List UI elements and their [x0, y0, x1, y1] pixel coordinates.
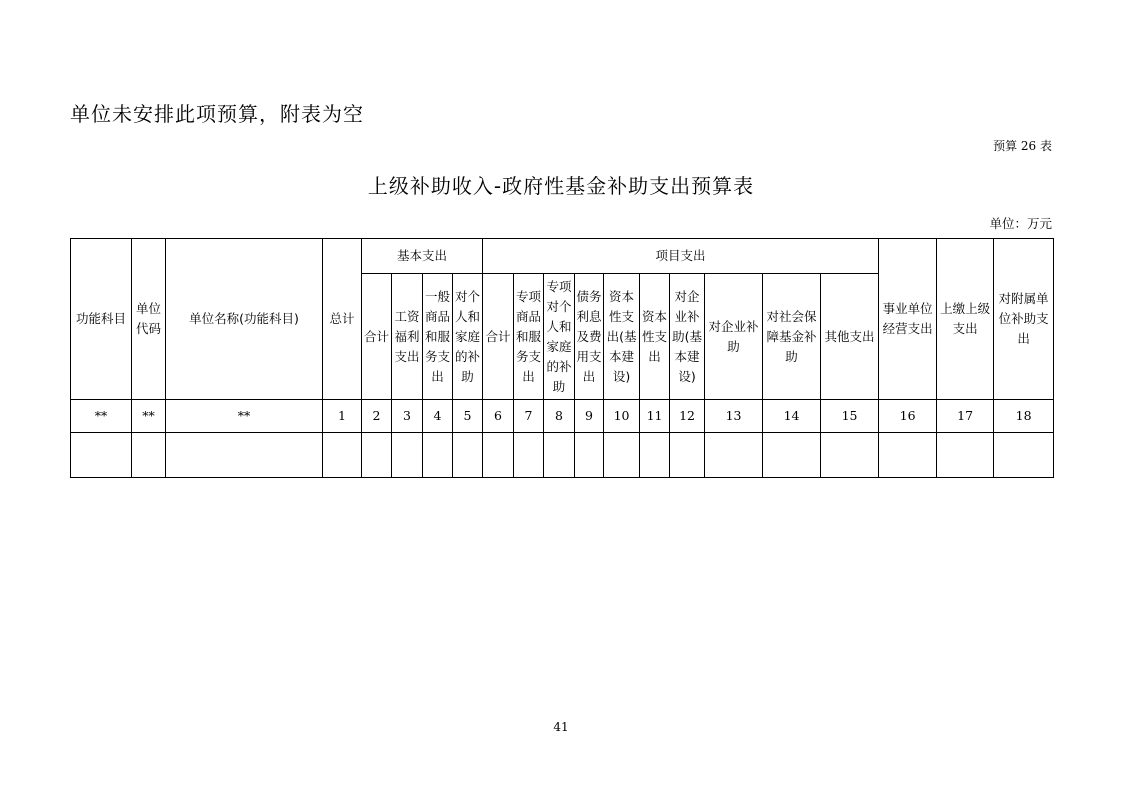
header-project-col: 专项对个人和家庭的补助	[544, 274, 575, 400]
page-title: 上级补助收入-政府性基金补助支出预算表	[367, 174, 755, 198]
index-cell: 10	[604, 400, 640, 433]
header-project-expenditure: 项目支出	[483, 239, 879, 274]
data-cell	[323, 433, 362, 478]
header-project-col: 合计	[483, 274, 514, 400]
index-cell: 12	[670, 400, 705, 433]
index-cell: 4	[423, 400, 453, 433]
index-cell: 2	[362, 400, 392, 433]
data-cell	[763, 433, 821, 478]
data-cell	[544, 433, 575, 478]
header-basic-col: 工资福利支出	[392, 274, 423, 400]
index-cell: 18	[994, 400, 1054, 433]
header-project-col: 专项商品和服务支出	[514, 274, 544, 400]
index-cell: 8	[544, 400, 575, 433]
data-cell	[994, 433, 1054, 478]
header-basic-col: 对个人和家庭的补助	[453, 274, 483, 400]
header-func-subject: 功能科目	[71, 239, 132, 400]
data-cell	[453, 433, 483, 478]
data-cell	[166, 433, 323, 478]
index-cell: 13	[705, 400, 763, 433]
header-basic-col: 合计	[362, 274, 392, 400]
header-project-col: 其他支出	[821, 274, 879, 400]
index-cell: 11	[640, 400, 670, 433]
header-project-col: 对企业补助(基本建设)	[670, 274, 705, 400]
data-cell	[575, 433, 604, 478]
header-project-col: 资本性支出(基本建设)	[604, 274, 640, 400]
index-row	[71, 400, 1054, 433]
data-cell	[821, 433, 879, 478]
data-cell	[705, 433, 763, 478]
index-cell: **	[132, 400, 166, 433]
index-cell: 1	[323, 400, 362, 433]
page-number: 41	[553, 720, 569, 734]
index-cell: 9	[575, 400, 604, 433]
header-unit-name: 单位名称(功能科目)	[166, 239, 323, 400]
data-cell	[71, 433, 132, 478]
data-cell	[483, 433, 514, 478]
data-cell	[670, 433, 705, 478]
header-basic-col: 一般商品和服务支出	[423, 274, 453, 400]
header-project-col: 对社会保障基金补助	[763, 274, 821, 400]
table-number: 预算 26 表	[993, 139, 1052, 153]
index-cell: 7	[514, 400, 544, 433]
header-project-col: 资本性支出	[640, 274, 670, 400]
header-subsidiary-subsidy: 对附属单位补助支出	[994, 239, 1054, 400]
data-cell	[514, 433, 544, 478]
index-cell: 6	[483, 400, 514, 433]
data-cell	[362, 433, 392, 478]
header-total: 总计	[323, 239, 362, 400]
index-cell: **	[166, 400, 323, 433]
budget-table	[70, 238, 1054, 478]
index-cell: 15	[821, 400, 879, 433]
index-cell: 3	[392, 400, 423, 433]
empty-data-row	[71, 433, 1054, 478]
index-cell: **	[71, 400, 132, 433]
data-cell	[423, 433, 453, 478]
data-cell	[879, 433, 937, 478]
header-project-col: 债务利息及费用支出	[575, 274, 604, 400]
header-project-col: 对企业补助	[705, 274, 763, 400]
empty-notice: 单位未安排此项预算，附表为空	[70, 102, 364, 126]
index-cell: 14	[763, 400, 821, 433]
data-cell	[937, 433, 994, 478]
index-cell: 17	[937, 400, 994, 433]
data-cell	[132, 433, 166, 478]
data-cell	[392, 433, 423, 478]
unit-label: 单位：万元	[989, 216, 1052, 231]
header-row-1	[71, 239, 1054, 274]
header-basic-expenditure: 基本支出	[362, 239, 483, 274]
header-unit-code: 单位代码	[132, 239, 166, 400]
index-cell: 16	[879, 400, 937, 433]
index-cell: 5	[453, 400, 483, 433]
data-cell	[604, 433, 640, 478]
header-upper-payment: 上缴上级支出	[937, 239, 994, 400]
header-business-expenditure: 事业单位经营支出	[879, 239, 937, 400]
data-cell	[640, 433, 670, 478]
